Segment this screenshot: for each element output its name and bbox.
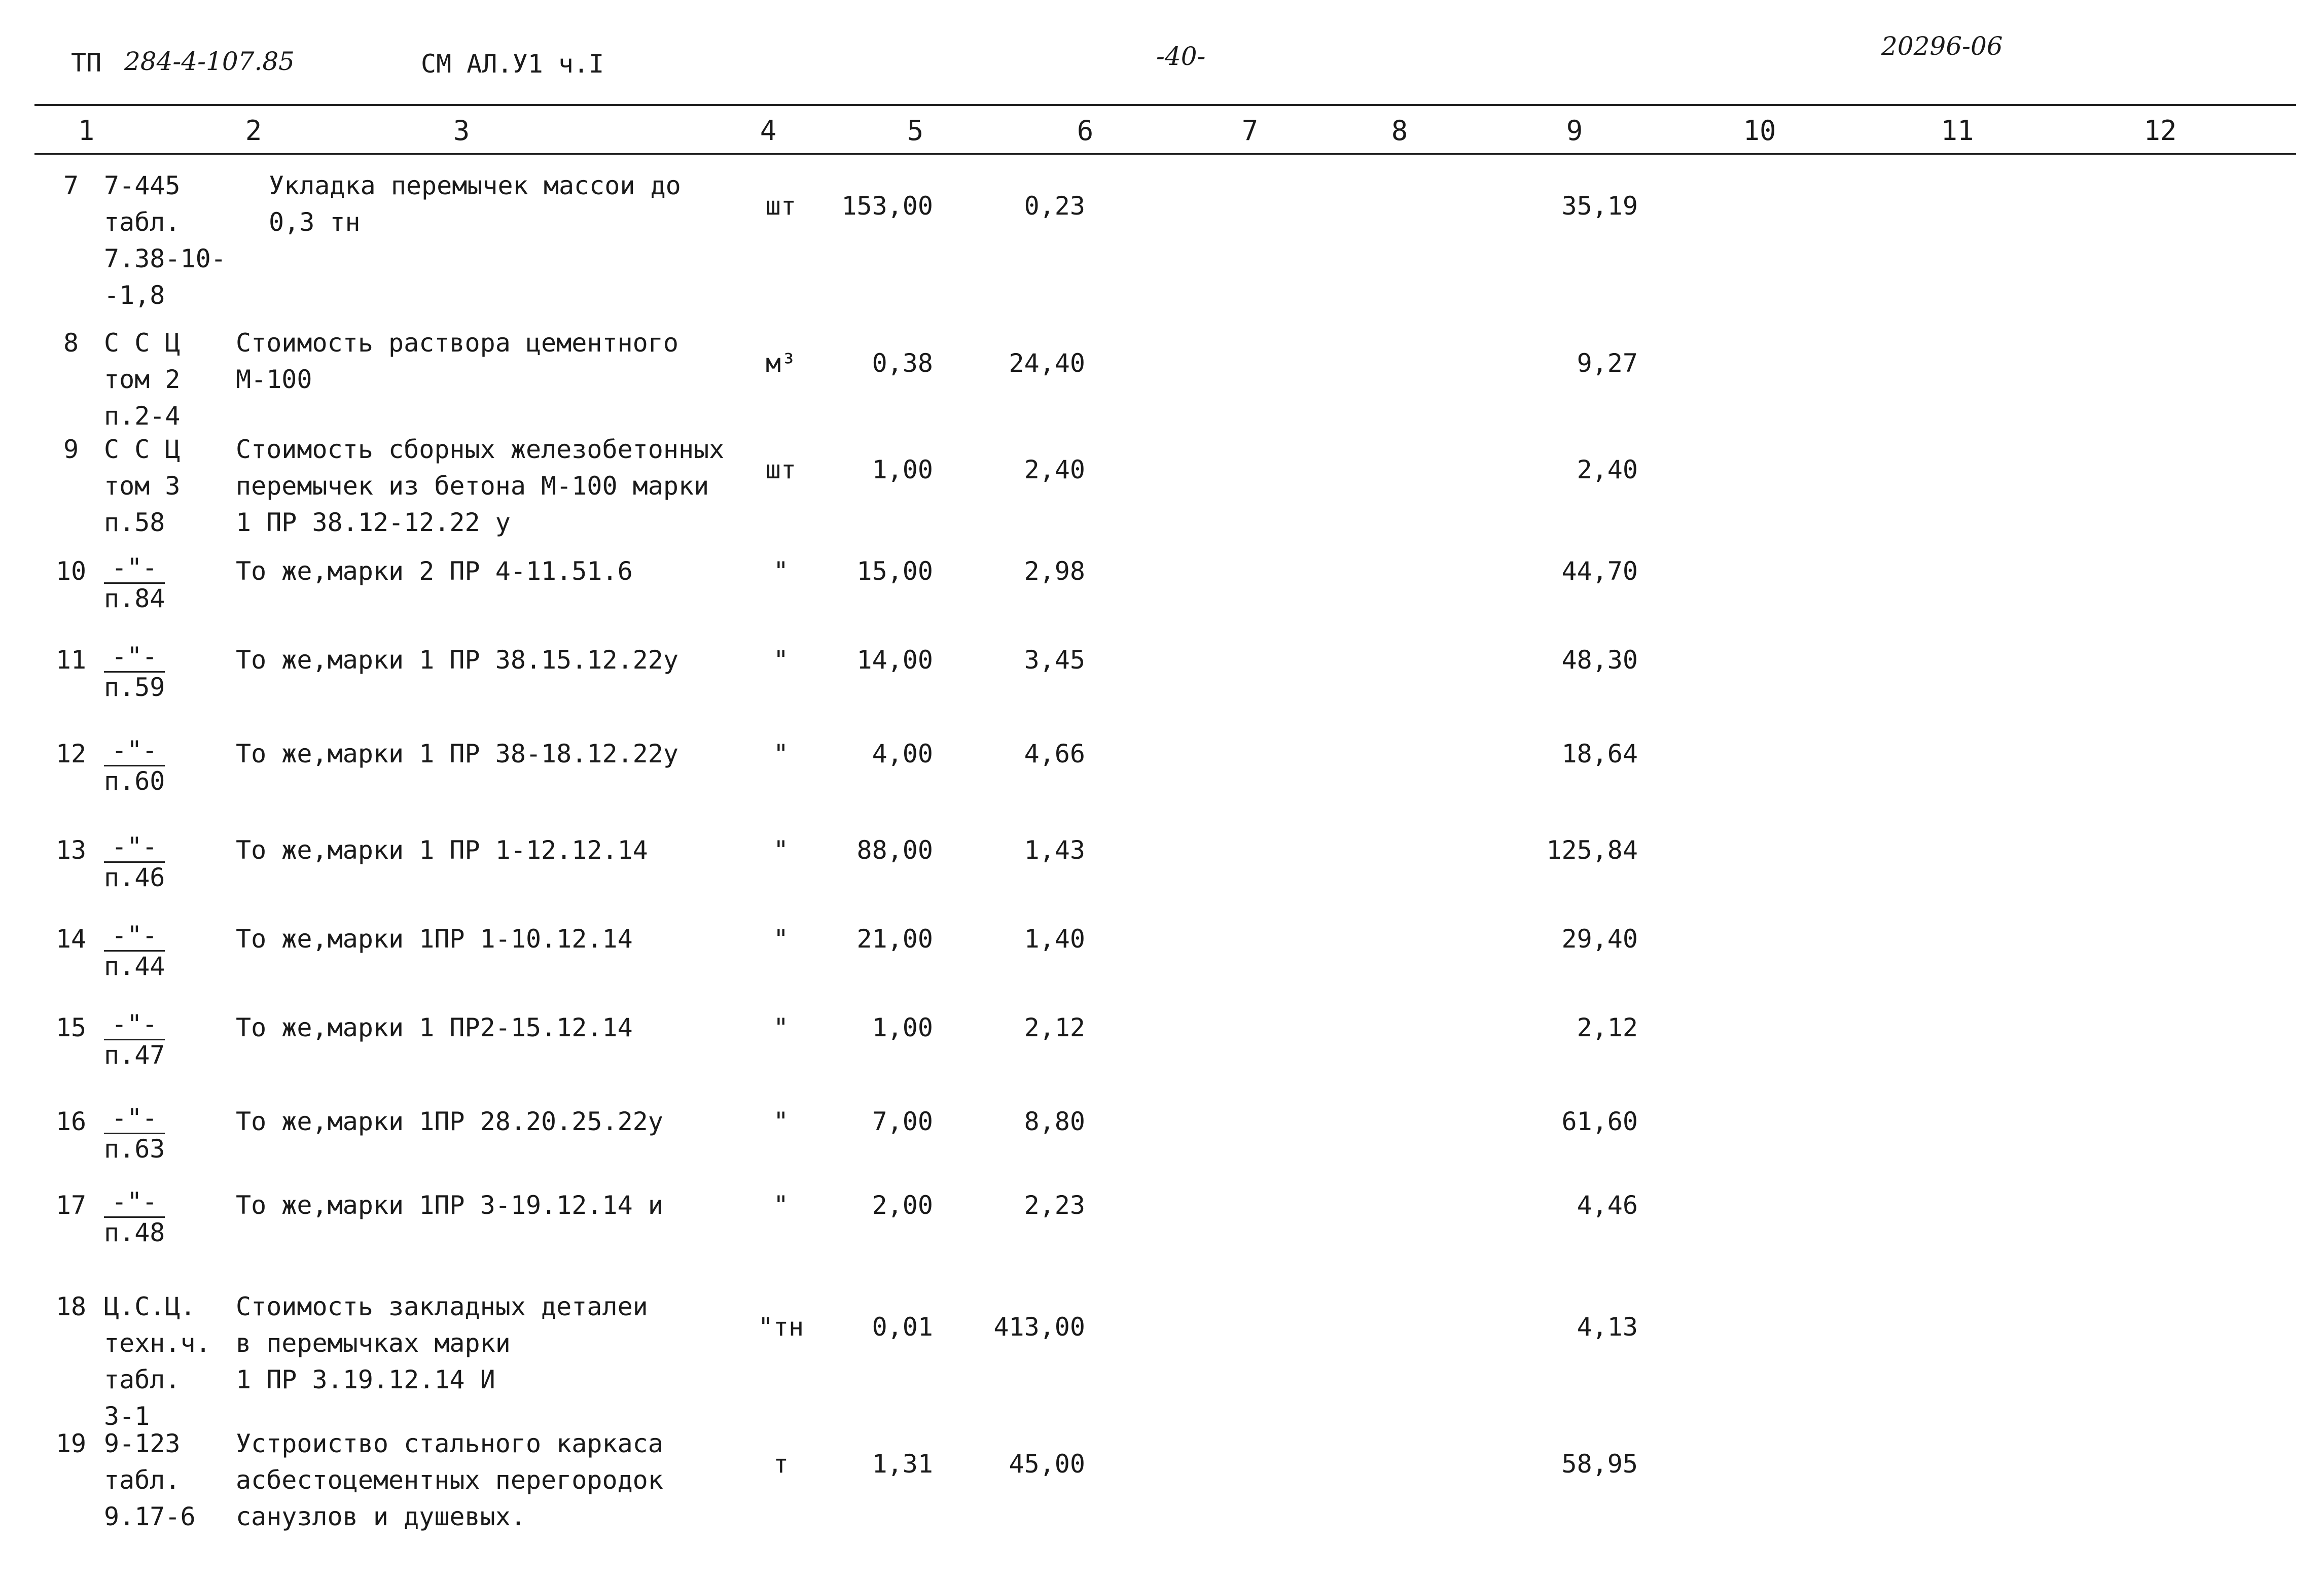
reference-line: 7.38-10-	[104, 244, 226, 273]
row-unit-price: 8,80	[1024, 1107, 1085, 1136]
row-total: 2,40	[1577, 455, 1638, 484]
description-line: М-100	[236, 365, 312, 394]
description-line: Стоимость закладных деталеи	[236, 1292, 648, 1321]
row-unit: "	[773, 1013, 789, 1042]
reference-ditto: -"-	[104, 1187, 165, 1218]
description-line: санузлов и душевых.	[236, 1502, 526, 1531]
reference-ditto: -"-	[104, 832, 165, 863]
row-description	[236, 431, 743, 541]
doc-number: 284-4-107.85	[124, 47, 295, 76]
row-total: 44,70	[1561, 556, 1638, 586]
description-line: То же,марки 2 ПР 4-11.51.6	[236, 556, 633, 586]
reference-fraction	[104, 832, 165, 892]
row-total: 61,60	[1561, 1107, 1638, 1136]
row-reference	[104, 642, 236, 702]
description-line: 1 ПР 3.19.12.14 И	[236, 1365, 495, 1394]
row-reference	[104, 1009, 236, 1070]
row-quantity: 4,00	[872, 739, 933, 768]
reference-fraction	[104, 642, 165, 702]
row-total: 125,84	[1546, 835, 1638, 865]
row-description	[236, 642, 743, 678]
row-description	[236, 553, 743, 589]
row-unit-price: 2,98	[1024, 556, 1085, 586]
reference-line: 3-1	[104, 1402, 150, 1431]
row-total: 48,30	[1561, 645, 1638, 675]
row-number: 16	[55, 1107, 87, 1136]
archive-number: 20296-06	[1881, 31, 2003, 61]
row-description	[236, 832, 743, 868]
row-unit: "тн	[758, 1312, 804, 1342]
column-number-8: 8	[1391, 115, 1408, 147]
row-number: 19	[55, 1429, 87, 1458]
row-quantity: 1,00	[872, 1013, 933, 1042]
description-line: То же,марки 1 ПР 38.15.12.22у	[236, 645, 678, 675]
row-total: 18,64	[1561, 739, 1638, 768]
row-unit: "	[773, 835, 789, 865]
row-unit: "	[773, 1107, 789, 1136]
row-reference	[104, 1103, 236, 1164]
row-unit-price: 2,40	[1024, 455, 1085, 484]
description-line: в перемычках марки	[236, 1328, 511, 1358]
description-line: То же,марки 1ПР 3-19.12.14 и	[236, 1190, 663, 1220]
reference-line: табл.	[104, 1365, 181, 1394]
row-number: 9	[63, 435, 79, 464]
description-line: То же,марки 1ПР 1-10.12.14	[236, 924, 633, 954]
row-quantity: 1,00	[872, 455, 933, 484]
row-description	[236, 1009, 743, 1046]
column-number-12: 12	[2143, 115, 2177, 147]
column-number-5: 5	[907, 115, 924, 147]
row-unit: шт	[765, 191, 797, 221]
column-number-2: 2	[245, 115, 262, 147]
reference-line: -1,8	[104, 281, 165, 310]
row-unit: "	[773, 924, 789, 954]
description-line: Стоимость сборных железобетонных	[236, 435, 725, 464]
row-total: 9,27	[1577, 348, 1638, 378]
row-number: 15	[55, 1013, 87, 1042]
row-total: 35,19	[1561, 191, 1638, 221]
row-description	[236, 325, 743, 398]
reference-line: Ц.С.Ц.	[104, 1292, 196, 1321]
reference-item: п.63	[104, 1134, 165, 1164]
reference-fraction	[104, 736, 165, 796]
row-number: 17	[55, 1190, 87, 1220]
row-unit-price: 45,00	[1009, 1449, 1085, 1479]
row-reference	[104, 1288, 236, 1434]
column-number-10: 10	[1743, 115, 1776, 147]
description-line: 1 ПР 38.12-12.22 у	[236, 508, 511, 537]
reference-ditto: -"-	[104, 1009, 165, 1040]
row-quantity: 153,00	[841, 191, 933, 221]
reference-ditto: -"-	[104, 553, 165, 584]
reference-line: 9.17-6	[104, 1502, 196, 1531]
row-total: 58,95	[1561, 1449, 1638, 1479]
row-reference	[104, 553, 236, 613]
row-number: 8	[63, 328, 79, 358]
row-reference	[104, 736, 236, 796]
row-reference	[104, 431, 236, 541]
row-description	[236, 1425, 743, 1535]
row-number: 7	[63, 171, 79, 200]
description-line: Укладка перемычек массои до	[269, 171, 681, 200]
reference-line: 9-123	[104, 1429, 181, 1458]
header-bottom-rule	[34, 153, 2296, 155]
doc-code: ТП	[71, 48, 102, 78]
row-unit: "	[773, 645, 789, 675]
description-line: Стоимость раствора цементного	[236, 328, 678, 358]
reference-item: п.47	[104, 1040, 165, 1070]
section-code: СМ АЛ.У1 ч.I	[421, 49, 604, 79]
reference-item: п.44	[104, 952, 165, 981]
column-number-4: 4	[760, 115, 777, 147]
row-description	[236, 1288, 743, 1398]
row-number: 14	[55, 924, 87, 954]
row-unit-price: 2,12	[1024, 1013, 1085, 1042]
reference-fraction	[104, 1103, 165, 1164]
reference-fraction	[104, 553, 165, 613]
row-quantity: 14,00	[856, 645, 933, 675]
row-quantity: 21,00	[856, 924, 933, 954]
row-unit-price: 3,45	[1024, 645, 1085, 675]
reference-item: п.60	[104, 766, 165, 796]
column-number-3: 3	[453, 115, 470, 147]
header-top-rule	[34, 104, 2296, 106]
reference-item: п.46	[104, 863, 165, 892]
description-line: асбестоцементных перегородок	[236, 1465, 663, 1495]
reference-line: С С Ц	[104, 328, 181, 358]
row-number: 10	[55, 556, 87, 586]
reference-item: п.48	[104, 1218, 165, 1247]
row-quantity: 1,31	[872, 1449, 933, 1479]
row-unit-price: 1,40	[1024, 924, 1085, 954]
row-number: 12	[55, 739, 87, 768]
column-number-1: 1	[78, 115, 95, 147]
description-line: То же,марки 1 ПР 38-18.12.22у	[236, 739, 678, 768]
row-unit: "	[773, 556, 789, 586]
column-number-9: 9	[1566, 115, 1583, 147]
reference-fraction	[104, 1009, 165, 1070]
reference-line: том 3	[104, 471, 181, 501]
row-total: 4,13	[1577, 1312, 1638, 1342]
description-line: 0,3 тн	[269, 207, 361, 237]
row-reference	[104, 1425, 236, 1535]
row-quantity: 88,00	[856, 835, 933, 865]
row-unit: "	[773, 1190, 789, 1220]
description-line: То же,марки 1ПР 28.20.25.22у	[236, 1107, 663, 1136]
row-reference	[104, 921, 236, 981]
row-description	[236, 1187, 743, 1223]
row-description	[269, 167, 776, 240]
reference-ditto: -"-	[104, 1103, 165, 1134]
row-unit-price: 1,43	[1024, 835, 1085, 865]
row-unit: "	[773, 739, 789, 768]
row-unit: т	[773, 1449, 789, 1479]
row-quantity: 0,38	[872, 348, 933, 378]
reference-item: п.59	[104, 673, 165, 702]
row-reference	[104, 832, 236, 892]
reference-fraction	[104, 921, 165, 981]
row-unit-price: 0,23	[1024, 191, 1085, 221]
reference-line: техн.ч.	[104, 1328, 211, 1358]
reference-ditto: -"-	[104, 642, 165, 673]
reference-ditto: -"-	[104, 921, 165, 952]
reference-fraction	[104, 1187, 165, 1247]
description-line: перемычек из бетона М-100 марки	[236, 471, 709, 501]
row-description	[236, 921, 743, 957]
reference-line: С С Ц	[104, 435, 181, 464]
row-description	[236, 1103, 743, 1140]
page-number: -40-	[1156, 42, 1206, 71]
row-quantity: 0,01	[872, 1312, 933, 1342]
row-quantity: 15,00	[856, 556, 933, 586]
row-reference	[104, 325, 236, 434]
reference-ditto: -"-	[104, 736, 165, 766]
reference-line: п.2-4	[104, 401, 181, 431]
row-unit: шт	[765, 455, 797, 484]
row-quantity: 2,00	[872, 1190, 933, 1220]
column-number-11: 11	[1941, 115, 1974, 147]
description-line: То же,марки 1 ПР 1-12.12.14	[236, 835, 648, 865]
row-unit-price: 2,23	[1024, 1190, 1085, 1220]
row-unit-price: 4,66	[1024, 739, 1085, 768]
reference-line: табл.	[104, 207, 181, 237]
row-number: 18	[55, 1292, 87, 1321]
row-unit: м³	[765, 348, 797, 378]
row-quantity: 7,00	[872, 1107, 933, 1136]
row-total: 29,40	[1561, 924, 1638, 954]
column-number-7: 7	[1241, 115, 1259, 147]
row-number: 11	[55, 645, 87, 675]
row-reference	[104, 167, 236, 313]
reference-line: п.58	[104, 508, 165, 537]
row-total: 2,12	[1577, 1013, 1638, 1042]
row-unit-price: 413,00	[993, 1312, 1085, 1342]
row-total: 4,46	[1577, 1190, 1638, 1220]
description-line: Устроиство стального каркаса	[236, 1429, 663, 1458]
row-reference	[104, 1187, 236, 1247]
row-number: 13	[55, 835, 87, 865]
reference-line: табл.	[104, 1465, 181, 1495]
reference-item: п.84	[104, 584, 165, 613]
reference-line: 7-445	[104, 171, 181, 200]
column-number-6: 6	[1077, 115, 1094, 147]
row-unit-price: 24,40	[1009, 348, 1085, 378]
description-line: То же,марки 1 ПР2-15.12.14	[236, 1013, 633, 1042]
reference-line: том 2	[104, 365, 181, 394]
row-description	[236, 736, 743, 772]
